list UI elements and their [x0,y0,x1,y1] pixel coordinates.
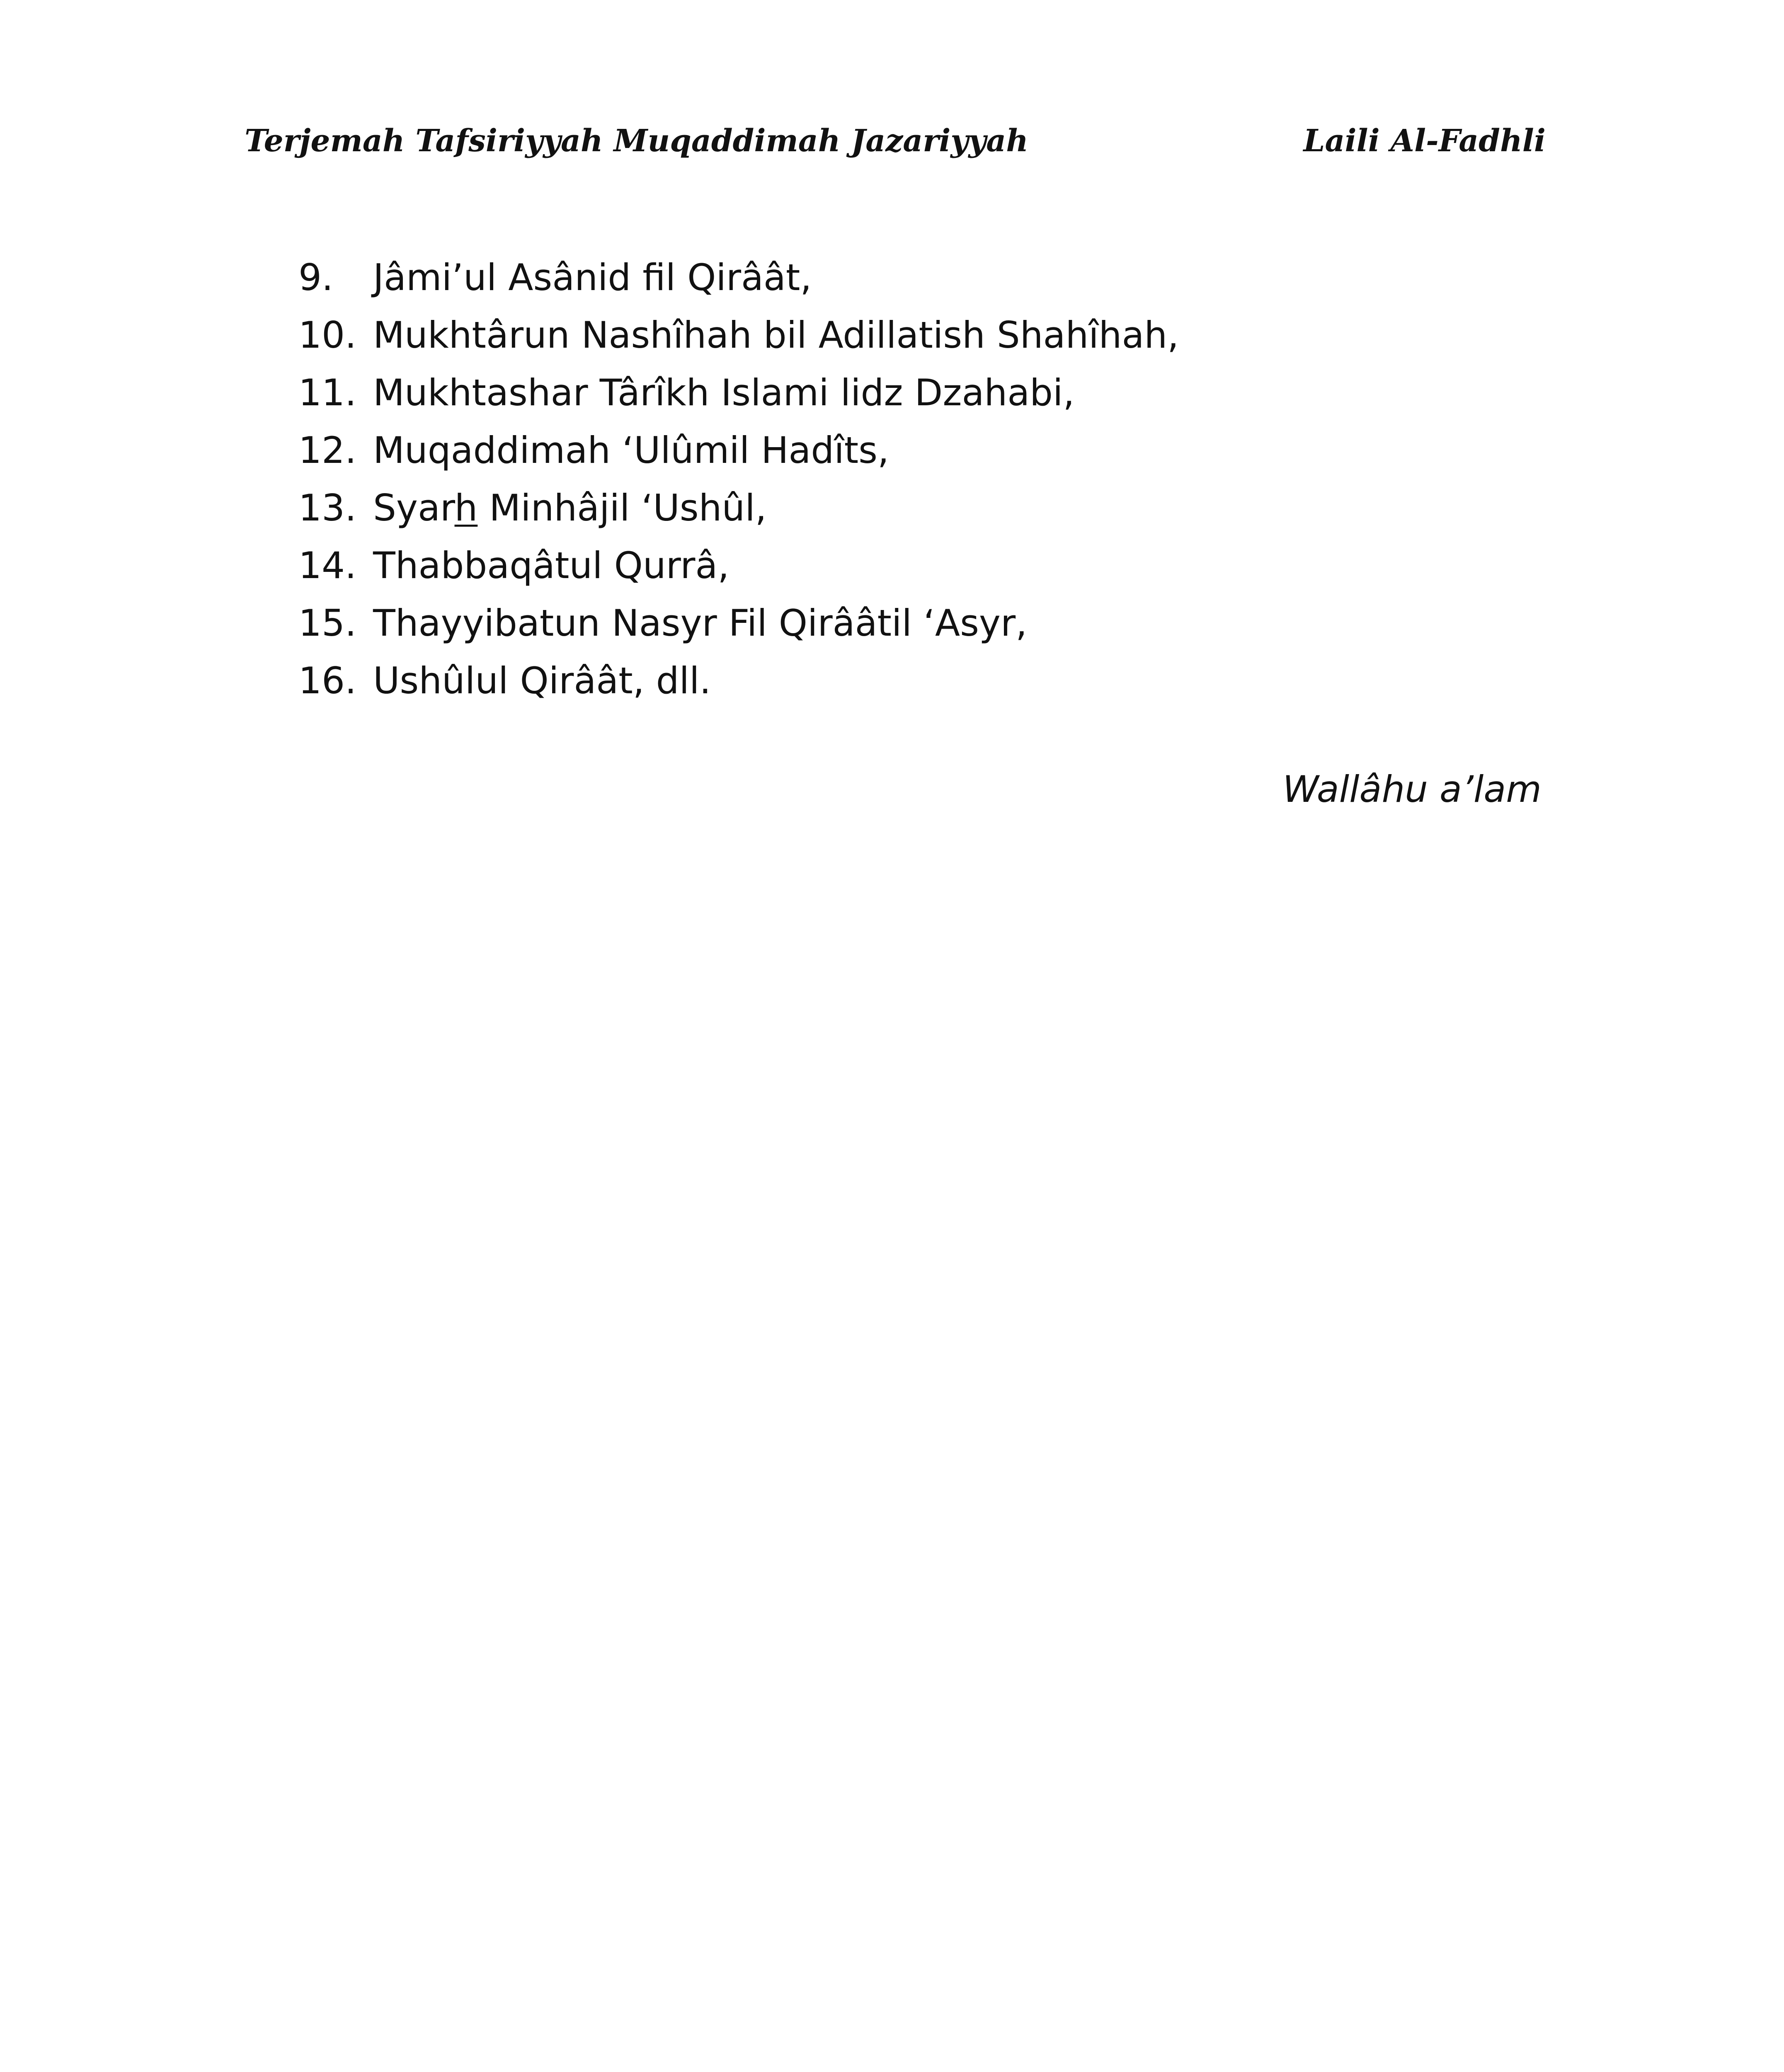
list-number: 12. [298,429,356,472]
list-number: 13. [298,487,356,529]
list-text-end: Minhâjil ‘Ushûl, [478,487,767,529]
reference-list [298,249,1179,709]
list-item [298,364,1179,421]
list-item [298,594,1179,652]
list-text: Mukhtashar Târîkh Islami lidz Dzahabi, [373,371,1075,414]
list-text-start: Syar [373,487,455,529]
list-text: Thabbaqâtul Qurrâ, [373,544,730,587]
header-author: Laili Al-Fadhli [1303,123,1546,159]
list-number: 16. [298,659,356,702]
list-text: Ushûlul Qirâât, dll. [373,659,711,702]
list-item [298,652,1179,709]
list-number: 11. [298,371,356,414]
list-text: Mukhtârun Nashîhah bil Adillatish Shahîhah, [373,314,1179,356]
list-text-underlined: h [454,487,478,529]
list-text: Thayyibatun Nasyr Fil Qirââtil ‘Asyr, [373,602,1028,644]
list-number: 15. [298,602,356,644]
list-text: Jâmi’ul Asânid fil Qirâât, [373,256,812,299]
list-item [298,479,1179,537]
list-number: 14. [298,544,356,587]
closing-phrase: Wallâhu a’lam [1282,768,1542,811]
list-item [298,249,1179,306]
list-item [298,421,1179,479]
list-item [298,537,1179,594]
list-text: Muqaddimah ‘Ulûmil Hadîts, [373,429,889,472]
list-number: 10. [298,314,356,356]
header-title: Terjemah Tafsiriyyah Muqaddimah Jazariyyah [245,123,1029,159]
list-item [298,306,1179,364]
list-number: 9. [298,256,333,299]
